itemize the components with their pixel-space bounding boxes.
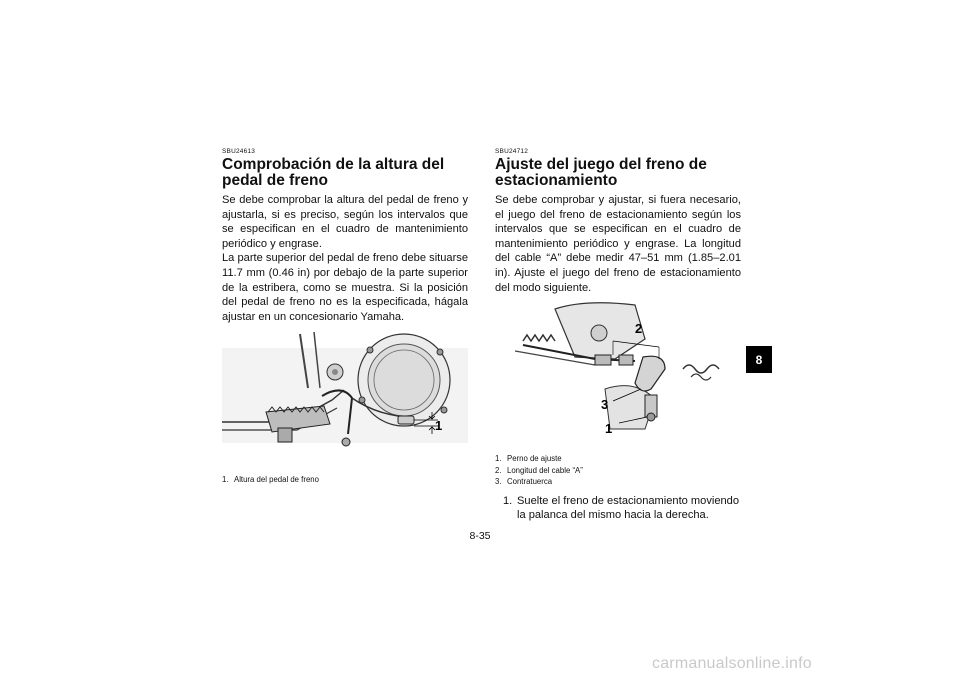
figure-caption <box>495 465 741 477</box>
callout-3: 3 <box>601 397 609 413</box>
caption-number: 1. <box>222 475 229 485</box>
caption-text: Contratuerca <box>507 477 553 487</box>
figure-captions <box>495 453 741 488</box>
caption-number: 3. <box>495 477 502 487</box>
callout-2: 2 <box>635 321 643 337</box>
right-column <box>495 148 741 523</box>
chapter-tab: 8 <box>746 346 772 373</box>
figure-caption <box>495 476 741 488</box>
step-text: la palanca del mismo hacia la derecha. <box>517 509 709 522</box>
callout-1: 1 <box>435 418 443 434</box>
parking-brake-illustration <box>495 299 741 447</box>
step-item <box>495 494 741 509</box>
page-number: 8-35 <box>469 530 491 542</box>
caption-text: Perno de ajuste <box>507 454 562 464</box>
callout-1: 1 <box>605 421 613 437</box>
figure-caption <box>222 474 468 486</box>
step-text: Suelte el freno de estacionamiento moviendo <box>517 494 740 507</box>
left-column <box>222 148 468 486</box>
section-code: SBU24712 <box>495 148 529 155</box>
body-paragraph: Se debe comprobar y ajustar, si fuera necesario, el juego del freno de estacionamiento según los intervalos que se especifican en el cuadro de mantenimiento periódico y engrase. La longitud del cable “A” debe medir 47–51 mm (1.85–2.01 in). Ajuste el juego del freno de estacionamiento del modo siguiente. <box>495 194 741 294</box>
brake-pedal-illustration <box>222 330 468 468</box>
section-code: SBU24613 <box>222 148 256 155</box>
caption-text: Longitud del cable “A” <box>507 465 583 475</box>
figure-caption <box>495 453 741 465</box>
step-number: 1. <box>503 494 513 507</box>
watermark: carmanualsonline.info <box>652 655 812 672</box>
step-item-continued <box>495 508 741 523</box>
caption-number: 1. <box>495 454 502 464</box>
section-title: Comprobación de la altura del pedal de freno <box>222 156 445 189</box>
section-title: Ajuste del juego del freno de estacionamiento <box>495 156 707 189</box>
step-list <box>495 494 741 523</box>
caption-number: 2. <box>495 465 502 475</box>
caption-text: Altura del pedal de freno <box>234 475 319 485</box>
body-paragraph: Se debe comprobar la altura del pedal de freno y ajustarla, si es preciso, según los intervalos que se especifican en el cuadro de mantenimiento periódico y engrase. <box>222 194 468 250</box>
body-paragraph: La parte superior del pedal de freno debe situarse 11.7 mm (0.46 in) por debajo de la parte superior de la estribera, como se muestra. Si la posición del pedal de freno no es la especificada, hágala ajustar en un concesionario Yamaha. <box>222 252 468 323</box>
